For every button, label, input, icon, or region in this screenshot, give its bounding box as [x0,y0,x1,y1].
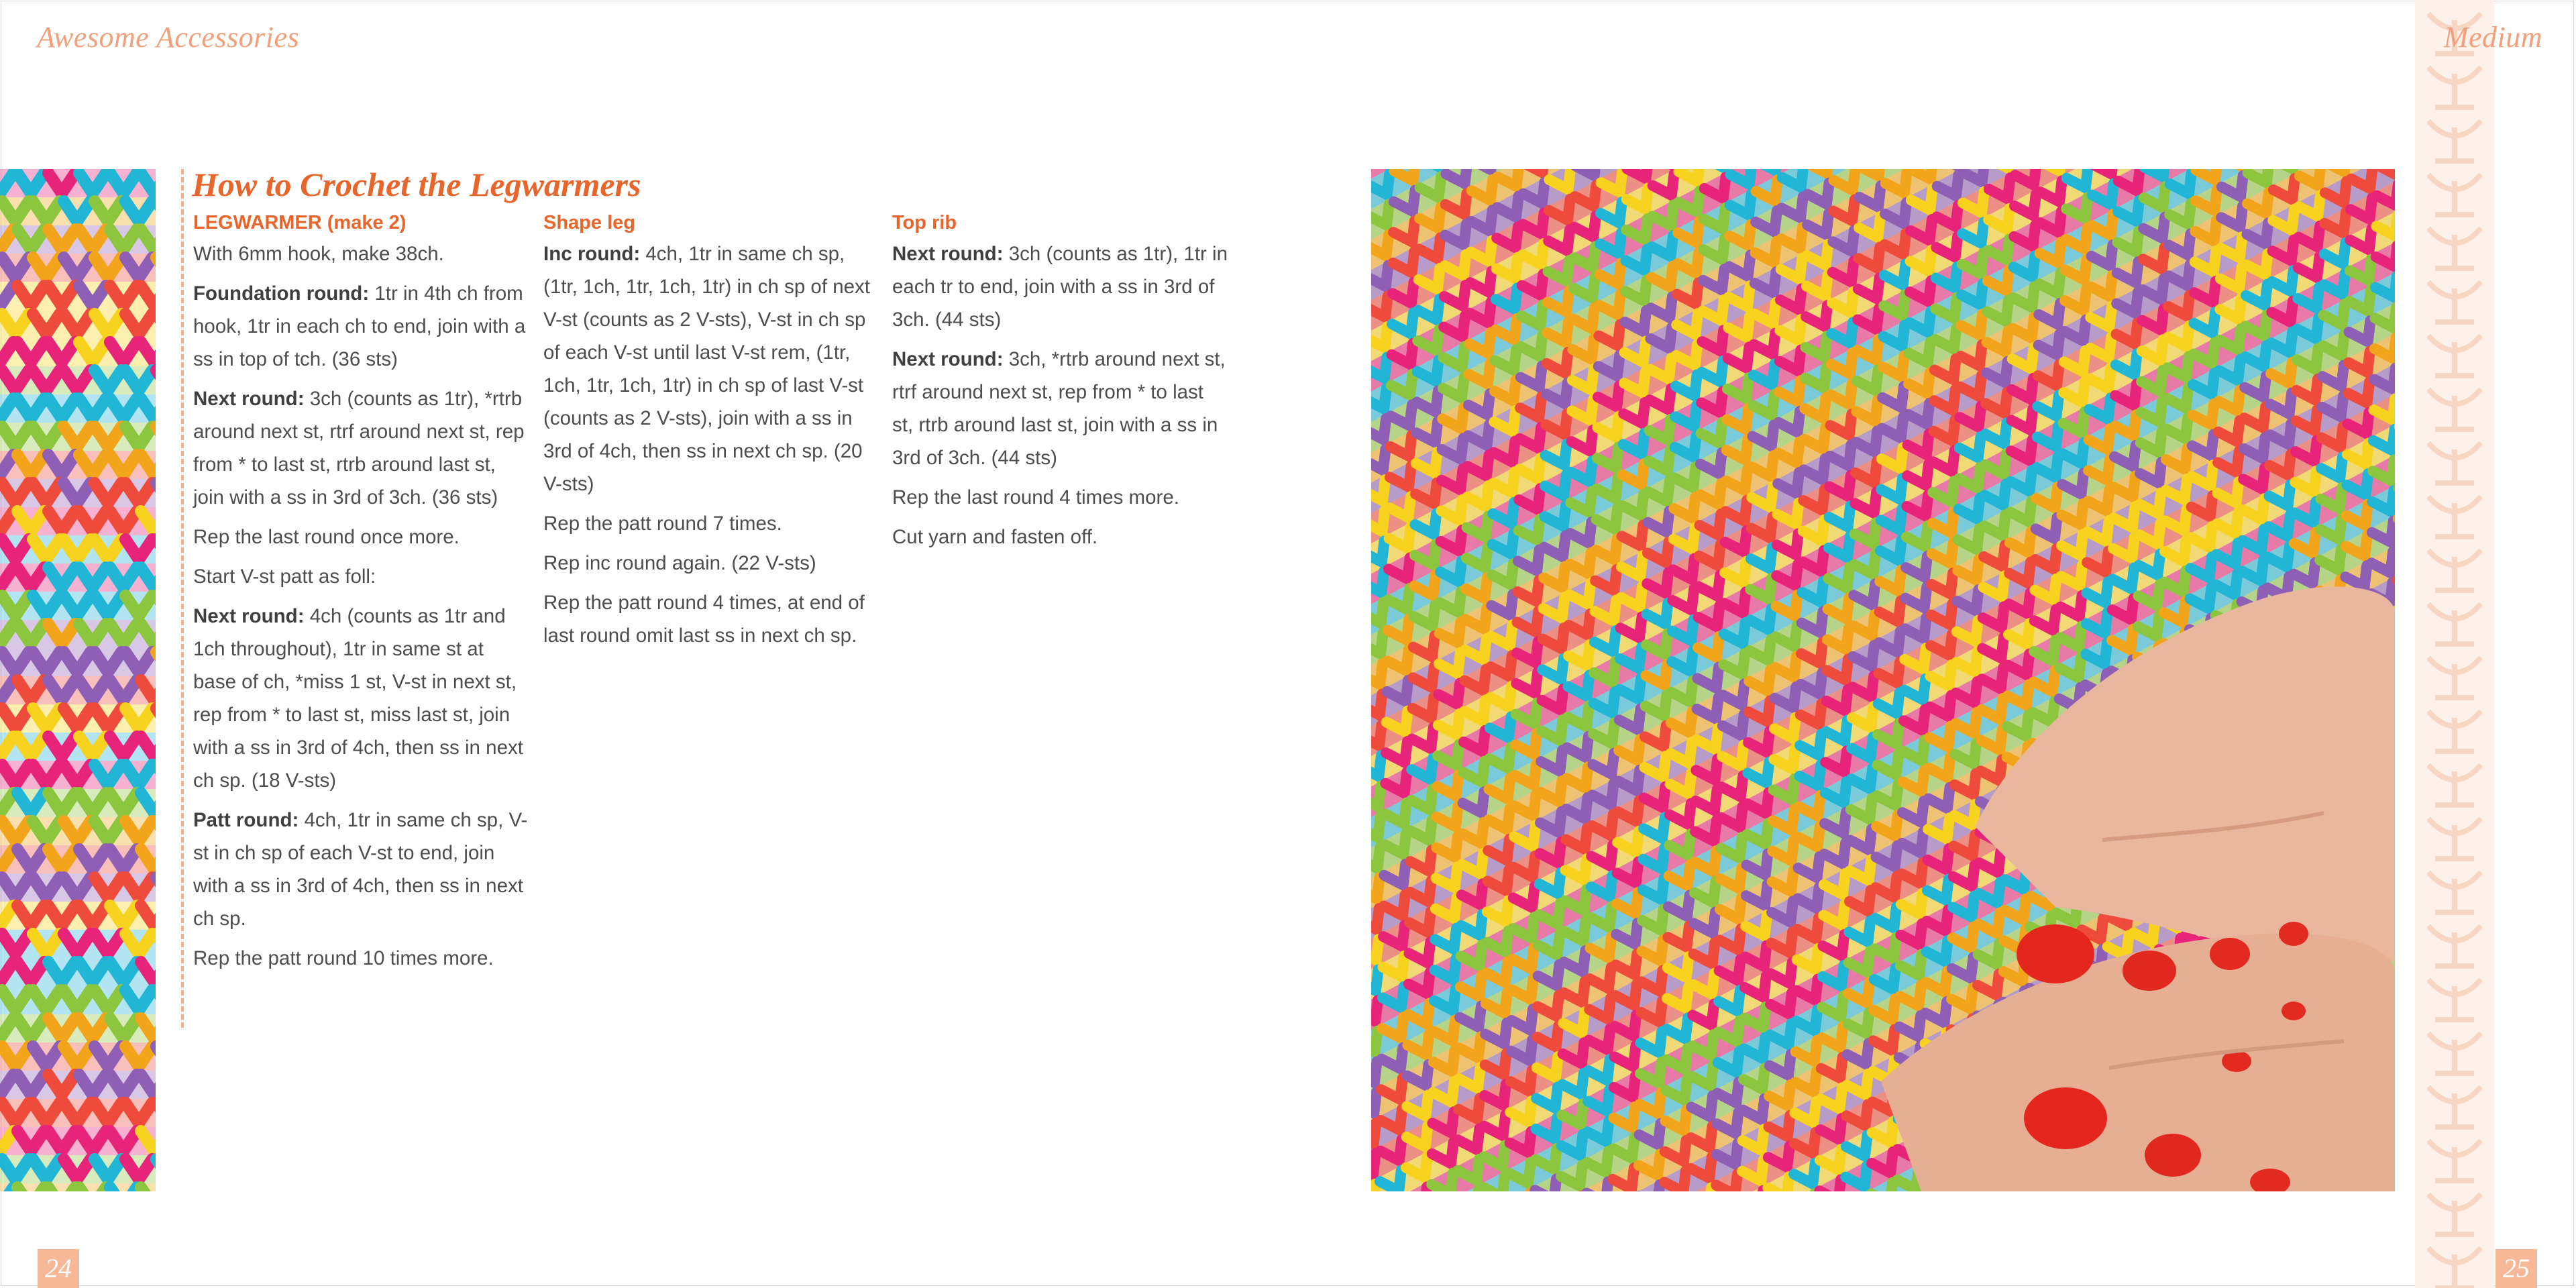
instruction-paragraph [543,586,879,652]
instruction-text: 3ch (counts as 1tr), *rtrb around next st, rtrf around next st, rep from * to last st, rtrb around last st, join with a ss in 3rd of 3ch. (36 sts) [193,388,525,508]
instruction-paragraph [892,481,1228,514]
instruction-text: 3ch, *rtrb around next st, rtrf around next st, rep from * to last st, rtrb around last st, join with a ss in 3rd of 3ch. (44 sts) [892,348,1226,469]
instruction-paragraph [193,804,529,935]
instruction-text: Rep the patt round 10 times more. [193,947,494,969]
running-head-left: Awesome Accessories [37,21,300,54]
instructions-column-2 [543,208,879,659]
instruction-lead: Next round: [892,348,1004,370]
decorative-pattern [2415,0,2494,1288]
instruction-lead: Inc round: [543,243,641,265]
crochet-swatch-graphic [0,169,156,1191]
instructions-column-1 [193,208,529,981]
instruction-paragraph [193,521,529,553]
column-heading: Top rib [892,212,957,233]
dashed-rule [181,169,184,1028]
instruction-paragraph [543,237,879,500]
instruction-paragraph [193,382,529,514]
instruction-text: Rep the patt round 7 times. [543,513,782,535]
page-number-left: 24 [38,1249,79,1288]
instruction-text: 1tr in 4th ch from hook, 1tr in each ch to end, join with a ss in top of tch. (36 sts) [193,282,526,370]
instruction-paragraph [892,237,1228,336]
running-head-right: Medium [2443,21,2542,54]
instruction-lead: Foundation round: [193,282,370,305]
instruction-text: 4ch, 1tr in same ch sp, (1tr, 1ch, 1tr, 1ch, 1tr) in ch sp of next V-st (counts as 2 V-sts), V-st in ch sp of each V-st until last V-st rem, (1tr, 1ch, 1tr, 1ch, 1tr) in ch sp of last V-st (counts as 2 V-sts), join with a ss in 3rd of 4ch, then ss in next ch sp. (20 V-sts) [543,243,870,495]
instruction-text: With 6mm hook, make 38ch. [193,243,444,265]
instruction-paragraph [193,237,529,270]
instruction-paragraph [543,547,879,580]
column-paragraphs [892,237,1228,553]
instruction-paragraph [193,277,529,376]
instruction-text: Rep the last round 4 times more. [892,486,1179,508]
legwarmers-photo [1371,169,2395,1191]
page-number-right: 25 [2496,1249,2537,1288]
page-title: How to Crochet the Legwarmers [192,166,641,203]
instruction-text: Rep inc round again. (22 V-sts) [543,552,816,574]
legwarmers-illustration [1371,169,2395,1191]
instruction-text: Start V-st patt as foll: [193,566,376,588]
instruction-text: 4ch (counts as 1tr and 1ch throughout), 1tr in same st at base of ch, *miss 1 st, V-st in next st, rep from * to last st, miss last st, join with a ss in 3rd of 4ch, then ss in next ch sp. (18 V-sts) [193,605,523,792]
crochet-swatch-image [0,169,156,1191]
column-heading: Shape leg [543,212,635,233]
decorative-margin-strip [2415,0,2494,1288]
instruction-paragraph [193,600,529,797]
instruction-text: Rep the patt round 4 times, at end of last round omit last ss in next ch sp. [543,592,865,647]
instruction-paragraph [892,521,1228,553]
instruction-text: Cut yarn and fasten off. [892,526,1098,548]
instruction-lead: Next round: [193,605,305,627]
column-paragraphs [193,237,529,975]
column-paragraphs [543,237,879,652]
instruction-lead: Next round: [892,243,1004,265]
instructions-column-3 [892,208,1228,560]
column-heading: LEGWARMER (make 2) [193,212,407,233]
instruction-paragraph [193,942,529,975]
instruction-text: Rep the last round once more. [193,526,460,548]
instruction-lead: Patt round: [193,809,299,831]
instruction-lead: Next round: [193,388,305,410]
instruction-text: 4ch, 1tr in same ch sp, V-st in ch sp of each V-st to end, join with a ss in 3rd of 4ch, then ss in next ch sp. [193,809,528,930]
instruction-paragraph [543,507,879,540]
instruction-paragraph [892,343,1228,474]
instruction-text: 3ch (counts as 1tr), 1tr in each tr to end, join with a ss in 3rd of 3ch. (44 sts) [892,243,1228,331]
instruction-paragraph [193,560,529,593]
